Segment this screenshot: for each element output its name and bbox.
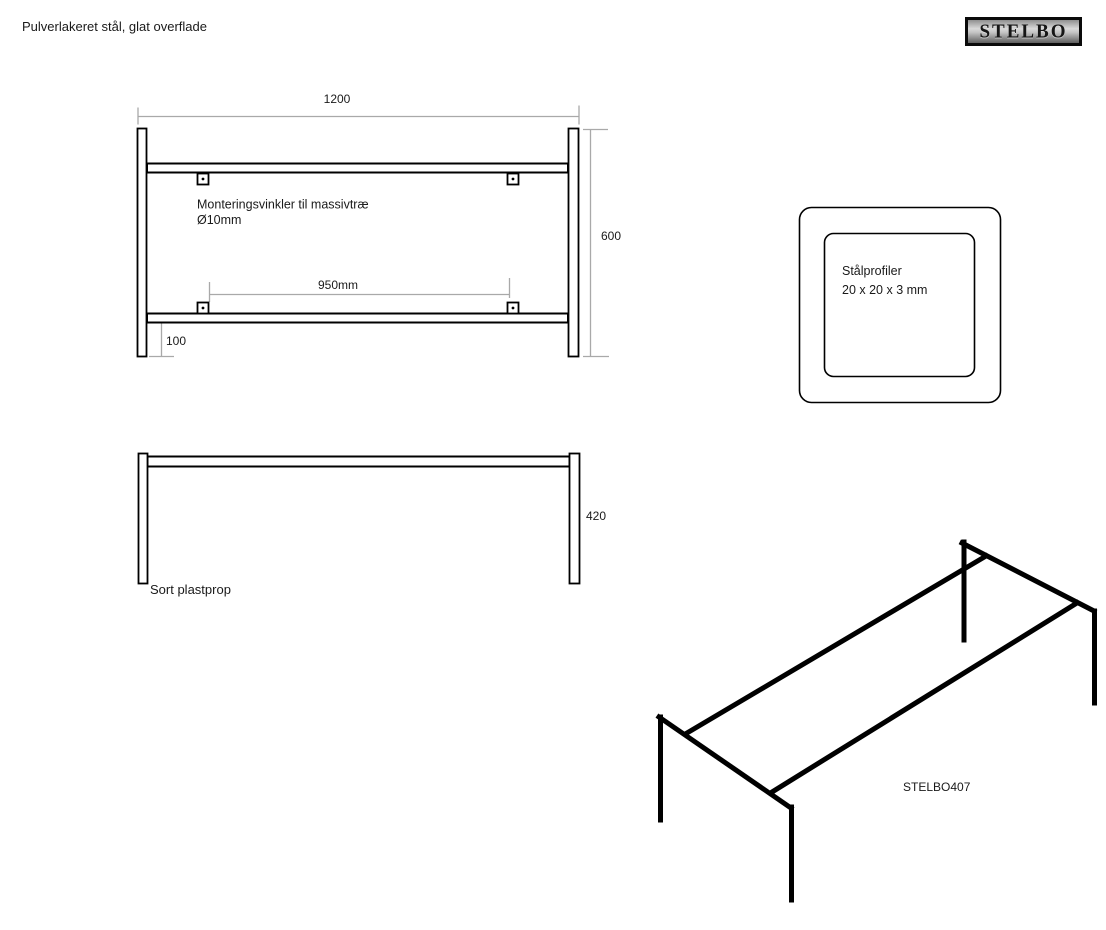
side-view-drawing xyxy=(139,454,607,598)
stelbo-logo-text: STELBO xyxy=(979,20,1068,43)
dim-width xyxy=(138,92,579,125)
bottom-rail xyxy=(147,314,568,323)
top-view-drawing xyxy=(138,92,622,357)
leg-profile-left xyxy=(138,129,147,357)
iso-back-long-rail xyxy=(687,556,986,733)
isometric-view-drawing xyxy=(659,542,1095,900)
profile-title-label: Stålprofiler xyxy=(842,264,902,278)
bracket-hole-dot xyxy=(202,178,205,181)
profile-outer-square xyxy=(800,208,1001,403)
side-leg-right xyxy=(570,454,580,584)
note-plastic-cap: Sort plastprop xyxy=(150,582,231,597)
side-leg-left xyxy=(139,454,148,584)
top-rail xyxy=(147,164,568,173)
profile-size-label: 20 x 20 x 3 mm xyxy=(842,283,928,297)
material-note: Pulverlakeret stål, glat overflade xyxy=(22,19,207,34)
note-hole-diameter: Ø10mm xyxy=(197,213,242,227)
model-code-label: STELBO407 xyxy=(903,780,971,794)
dim-span-label: 950mm xyxy=(317,278,359,292)
side-top-rail xyxy=(148,457,570,467)
leg-profile-right xyxy=(569,129,579,357)
dim-depth-label: 600 xyxy=(601,229,622,243)
bracket-hole-dot xyxy=(512,178,515,181)
bracket-hole-dot xyxy=(512,307,515,310)
note-mounting-brackets: Monteringsvinkler til massivtræ xyxy=(197,197,369,212)
dim-bracket-span xyxy=(209,278,510,302)
bracket-hole-dot xyxy=(202,307,205,310)
dim-depth xyxy=(583,129,621,357)
dim-rail-offset xyxy=(149,321,186,357)
dim-width-label: 1200 xyxy=(323,92,351,106)
profile-inner-square xyxy=(825,234,975,377)
mounting-brackets xyxy=(198,174,519,314)
dim-offset-label: 100 xyxy=(166,334,187,348)
profile-detail-drawing xyxy=(800,208,1001,403)
iso-right-end-rail xyxy=(962,543,1094,611)
dim-height-label: 420 xyxy=(586,509,607,523)
iso-front-long-rail xyxy=(772,603,1077,792)
